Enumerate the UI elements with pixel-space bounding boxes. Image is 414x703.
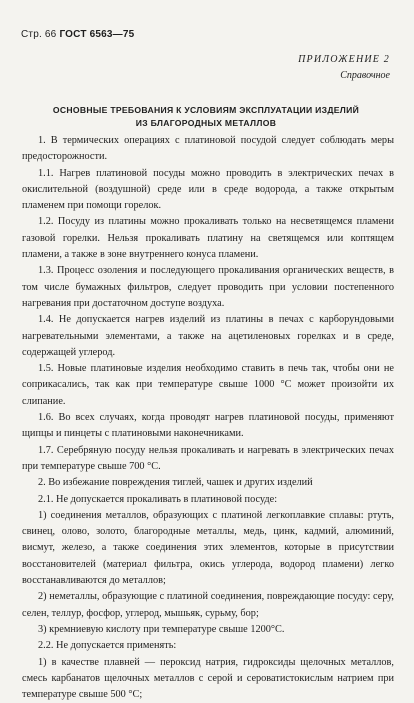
paragraph: 2) неметаллы, образующие с платиной соединения, повреждающие посуду: серу, селен, теллур, фосфор, углерод, мышьяк, сурьму, бор; [22,589,394,622]
appendix-title: ПРИЛОЖЕНИЕ 2 [298,52,390,68]
standard-number: ГОСТ 6563—75 [59,29,134,40]
heading-line-2: ИЗ БЛАГОРОДНЫХ МЕТАЛЛОВ [20,117,392,130]
paragraph: 1.7. Серебряную посуду нельзя прокаливать и нагревать в электрических печах при температуре свыше 700 °С. [22,443,394,476]
paragraph: 1.3. Процесс озоления и последующего прокаливания органических веществ, в том числе бумажных фильтров, следует проводить при условии постепенного нагревания при достаточном доступе воздуха. [22,263,394,312]
paragraph: 2. Во избежание повреждения тиглей, чашек и других изделий [22,475,394,491]
appendix-subtitle: Справочное [298,68,390,84]
paragraph: 1.1. Нагрев платиновой посуды можно проводить в электрических печах в окислительной (воздушной) среде или в среде водорода, а также открытым пламенем при помощи горелок. [22,166,394,215]
paragraph: 1.2. Посуду из платины можно прокаливать только на несветящемся пламени газовой горелки. Нельзя прокаливать платину на светящемся или коптящем пламени, а также в зоне внутреннего конуса пламени. [22,214,394,263]
paragraph: 1) соединения металлов, образующих с платиной легкоплавкие сплавы: ртуть, свинец, олово, золото, благородные металлы, медь, цинк, кадмий, алюминий, висмут, железо, а также соединения этих элементов, которые в присутствии восстановителей (материал фильтра, окись углерода, водород пламени) легко восстанавливаются до металлов; [22,508,394,589]
paragraph: 1.6. Во всех случаях, когда проводят нагрев платиновой посуды, применяют щипцы и пинцеты с платиновыми наконечниками. [22,410,394,443]
paragraph: 1.5. Новые платиновые изделия необходимо ставить в печь так, чтобы они не соприкасались, так как при температуре свыше 1000 °С может произойти их слипание. [22,361,394,410]
paragraph: 3) кремниевую кислоту при температуре свыше 1200°С. [22,622,394,638]
paragraph: 1.4. Не допускается нагрев изделий из платины в печах с карборундовыми нагревательными элементами, а также на ацетиленовых горелках и в среде, содержащей углерод. [22,312,394,361]
paragraph: 1. В термических операциях с платиновой посудой следует соблюдать меры предосторожности. [22,133,394,166]
paragraph: 2.2. Не допускается применять: [22,638,394,654]
paragraph: 1) в качестве плавней — пероксид натрия, гидроксиды щелочных металлов, смесь карбанатов щелочных металлов с серой и сероватистокислым натрием при температуре свыше 500 °С; [22,655,394,703]
appendix-label [298,52,390,84]
heading-line-1: ОСНОВНЫЕ ТРЕБОВАНИЯ К УСЛОВИЯМ ЭКСПЛУАТАЦИИ ИЗДЕЛИЙ [20,104,392,117]
section-heading [20,104,392,130]
body-text [22,133,394,703]
page-header [21,29,134,40]
page-number: Стр. 66 [21,29,56,40]
paragraph: 2.1. Не допускается прокаливать в платиновой посуде: [22,492,394,508]
